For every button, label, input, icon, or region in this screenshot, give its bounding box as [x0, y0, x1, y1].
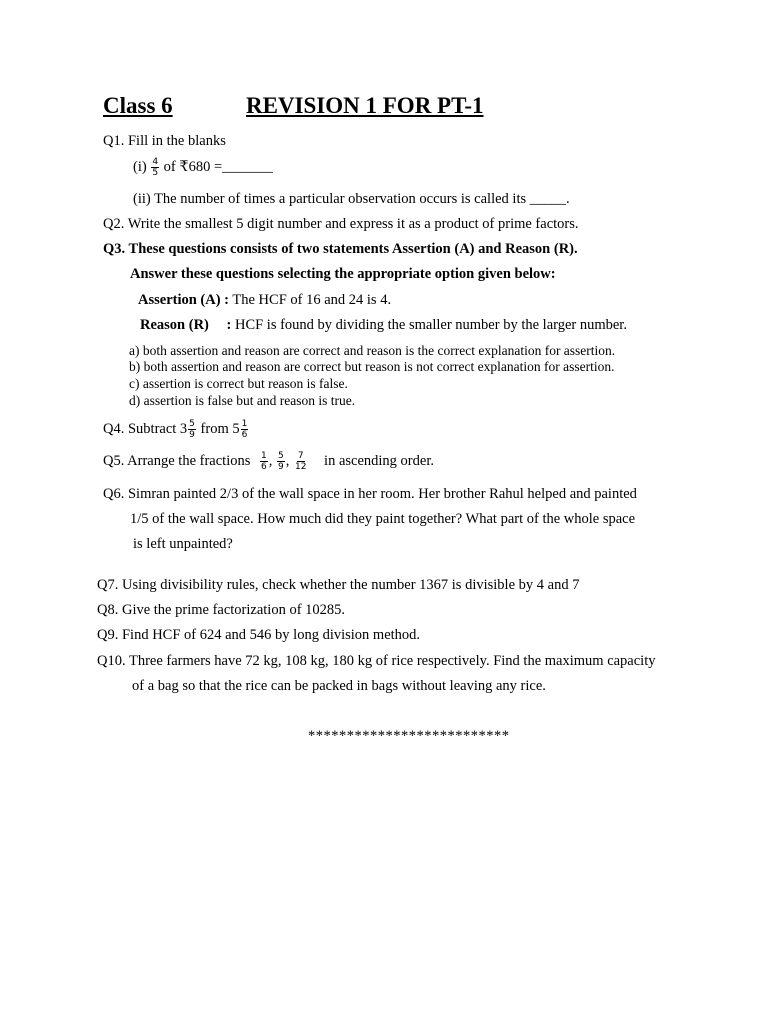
q1-frac-den: 5 — [152, 168, 159, 178]
q10-line1: Q10. Three farmers have 72 kg, 108 kg, 180 kg of rice respectively. Find the maximum capacity — [97, 653, 656, 669]
q4-f1-num: 5 — [189, 419, 195, 429]
q3-option-b: b) both assertion and reason are correct but reason is not correct explanation for assertion. — [129, 359, 615, 374]
q5-f1-den: 6 — [261, 462, 267, 472]
q4-f2-den: 6 — [241, 430, 248, 440]
q5-f3-num: 7 — [297, 451, 304, 461]
q4-fraction-1 — [188, 419, 196, 440]
q5-f2-den: 9 — [277, 462, 284, 472]
q2-text: Q2. Write the smallest 5 digit number and express it as a product of prime factors. — [103, 216, 579, 232]
reason-label: Reason (R) — [140, 317, 209, 333]
q7-text: Q7. Using divisibility rules, check whether the number 1367 is divisible by 4 and 7 — [97, 577, 580, 593]
q5-f2-num: 5 — [277, 451, 284, 461]
q10-line2: of a bag so that the rice can be packed in bags without leaving any rice. — [132, 678, 546, 694]
q6-line2: 1/5 of the wall space. How much did they paint together? What part of the whole space — [130, 511, 636, 527]
q3-option-c: c) assertion is correct but reason is false. — [129, 376, 348, 391]
q4-mid: from 5 — [200, 420, 240, 437]
q9-text: Q9. Find HCF of 624 and 546 by long division method. — [97, 627, 421, 643]
assertion-text: The HCF of 16 and 24 is 4. — [232, 292, 392, 308]
q3-line1: Q3. These questions consists of two statements Assertion (A) and Reason (R). — [103, 241, 578, 257]
footer-divider: ************************** — [308, 728, 510, 744]
q6-line1: Q6. Simran painted 2/3 of the wall space in her room. Her brother Rahul helped and painted — [103, 486, 637, 502]
q8-text: Q8. Give the prime factorization of 10285. — [97, 602, 346, 618]
q3-reason — [140, 316, 627, 334]
q5-fraction-1 — [260, 451, 268, 472]
q1-label: Q1. Fill in the blanks — [103, 133, 226, 149]
q5-fraction-3 — [294, 451, 307, 472]
q1-fraction — [151, 157, 159, 178]
assertion-label: Assertion (A) : — [138, 292, 230, 308]
q5-f1-num: 1 — [261, 451, 267, 461]
q1-part-ii: (ii) The number of times a particular observation occurs is called its _____. — [133, 191, 570, 207]
q3-line2: Answer these questions selecting the appropriate option given below: — [130, 266, 556, 282]
q4-text — [103, 419, 249, 440]
page-title: REVISION 1 FOR PT-1 — [246, 93, 484, 118]
q1-i-prefix: (i) — [133, 158, 147, 175]
q5-text: Q5. Arrange the fractions $\frac{1}{6}$ , $\frac{5}{9}$ , $\frac{7}{12}$ in ascending order. — [103, 451, 434, 472]
q1-frac-num: 4 — [152, 157, 159, 167]
q5-fraction-2 — [277, 451, 285, 472]
q5-prefix: Q5. Arrange the fractions — [103, 452, 251, 469]
q4-f1-den: 9 — [189, 430, 195, 440]
q4-f2-num: 1 — [241, 419, 248, 429]
class-label: Class 6 — [103, 93, 173, 118]
reason-colon: : — [226, 317, 232, 333]
q1-part-i — [133, 157, 273, 178]
q5-f3-den: 12 — [294, 462, 307, 472]
q1-i-suffix: of ₹680 =_______ — [163, 158, 273, 175]
q6-line3: is left unpainted? — [133, 536, 233, 552]
reason-text: HCF is found by dividing the smaller number by the larger number. — [234, 317, 627, 333]
q3-option-d: d) assertion is false but and reason is true. — [129, 393, 356, 408]
q3-assertion — [138, 291, 391, 309]
q4-fraction-2 — [241, 419, 249, 440]
q3-option-a: a) both assertion and reason are correct and reason is the correct explanation for assertion. — [129, 343, 616, 358]
q5-suffix: in ascending order. — [324, 452, 434, 469]
q4-prefix: Q4. Subtract 3 — [103, 420, 188, 437]
